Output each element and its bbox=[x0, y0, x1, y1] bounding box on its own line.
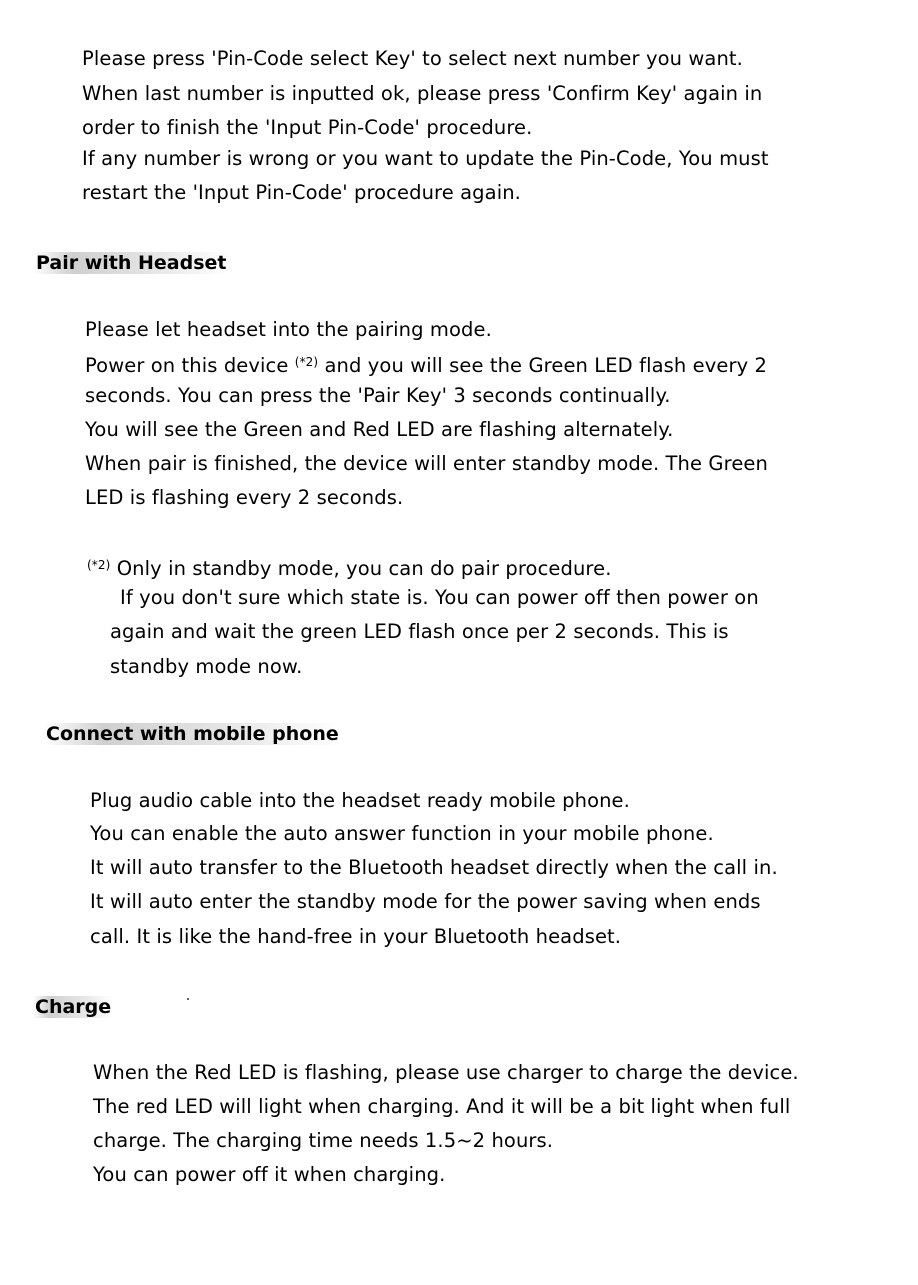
pair-line-5: When pair is finished, the device will enter standby mode. The Green bbox=[85, 452, 768, 475]
note-line-1 bbox=[87, 553, 612, 581]
pair-line-2-start: Power on this device bbox=[85, 354, 295, 377]
note-ref: (*2) bbox=[87, 558, 111, 572]
charge-line-4: You can power off it when charging. bbox=[93, 1163, 446, 1186]
note-line-4: standby mode now. bbox=[110, 655, 303, 678]
pair-line-6: LED is flashing every 2 seconds. bbox=[85, 486, 404, 509]
connect-line-3: It will auto transfer to the Bluetooth headset directly when the call in. bbox=[90, 856, 778, 879]
connect-heading bbox=[44, 722, 341, 746]
intro-line-4: If any number is wrong or you want to update the Pin-Code, You must bbox=[82, 147, 769, 170]
charge-line-2: The red LED will light when charging. And it will be a bit light when full bbox=[93, 1095, 791, 1118]
connect-heading-text: Connect with mobile phone bbox=[46, 723, 339, 745]
note-line-1-text: Only in standby mode, you can do pair procedure. bbox=[110, 557, 612, 580]
scan-speck bbox=[187, 998, 189, 1000]
connect-line-1: Plug audio cable into the headset ready mobile phone. bbox=[90, 789, 630, 812]
pair-heading bbox=[34, 251, 229, 275]
charge-line-1: When the Red LED is flashing, please use charger to charge the device. bbox=[93, 1061, 799, 1084]
connect-line-5: call. It is like the hand-free in your Bluetooth headset. bbox=[90, 925, 622, 948]
intro-line-5: restart the 'Input Pin-Code' procedure again. bbox=[82, 181, 521, 204]
note-line-3: again and wait the green LED flash once per 2 seconds. This is bbox=[110, 620, 729, 643]
note-line-2: If you don't sure which state is. You can power off then power on bbox=[120, 586, 759, 609]
pair-line-2-end: and you will see the Green LED flash every 2 bbox=[318, 354, 768, 377]
intro-line-2: When last number is inputted ok, please press 'Confirm Key' again in bbox=[82, 82, 763, 105]
pair-line-2 bbox=[85, 350, 767, 378]
pair-line-1: Please let headset into the pairing mode. bbox=[85, 318, 492, 341]
pair-line-4: You will see the Green and Red LED are flashing alternately. bbox=[85, 418, 674, 441]
pair-heading-text: Pair with Headset bbox=[36, 252, 227, 274]
connect-line-2: You can enable the auto answer function in your mobile phone. bbox=[90, 822, 714, 845]
intro-line-3: order to finish the 'Input Pin-Code' procedure. bbox=[82, 116, 533, 139]
charge-line-3: charge. The charging time needs 1.5~2 hours. bbox=[93, 1129, 554, 1152]
footnote-ref: (*2) bbox=[294, 355, 319, 369]
charge-heading-text: Charge bbox=[35, 996, 112, 1018]
pair-line-3: seconds. You can press the 'Pair Key' 3 seconds continually. bbox=[85, 384, 671, 407]
intro-line-1: Please press 'Pin-Code select Key' to select next number you want. bbox=[82, 47, 743, 70]
connect-line-4: It will auto enter the standby mode for the power saving when ends bbox=[90, 890, 761, 913]
charge-heading bbox=[33, 995, 113, 1019]
